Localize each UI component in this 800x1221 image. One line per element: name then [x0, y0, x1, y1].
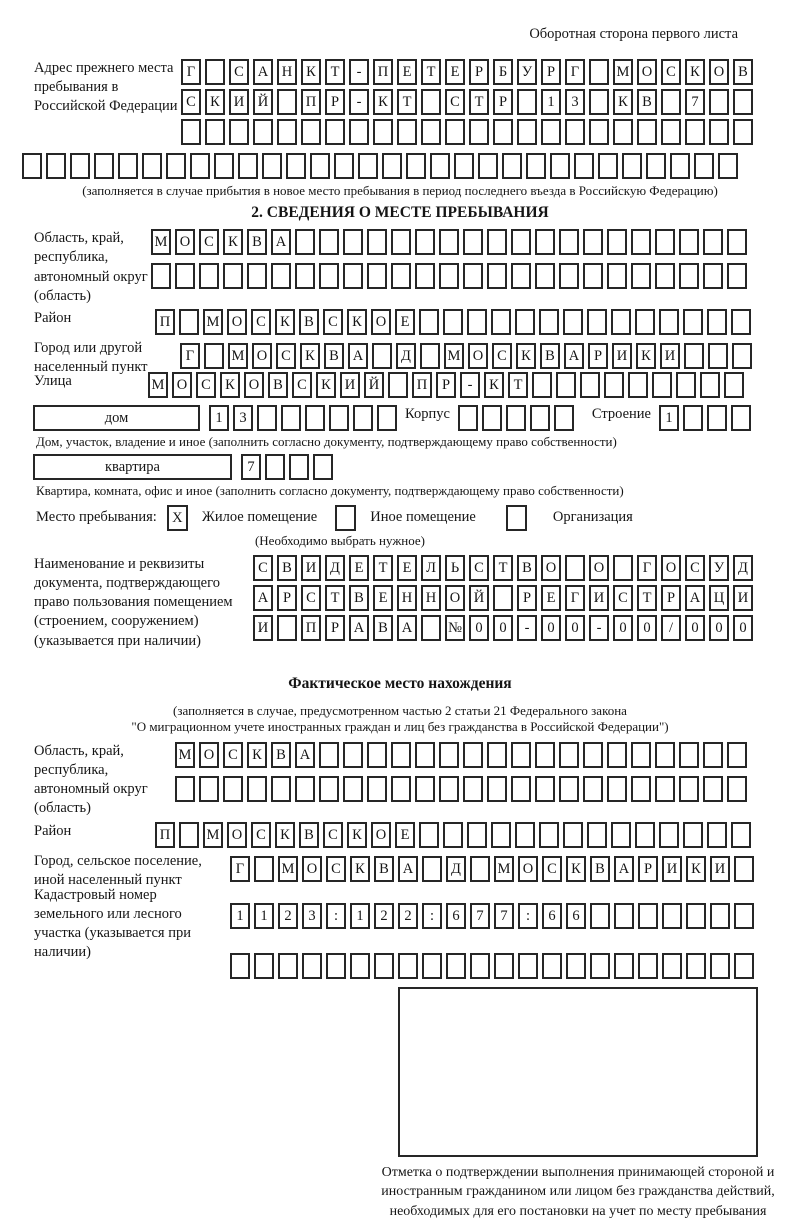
mesto-row — [36, 505, 800, 533]
inoe-checkbox[interactable] — [335, 505, 356, 531]
prev-address-row-2[interactable]: С К И Й П Р - К Т С Т Р 1 3 К В 7 — [181, 89, 800, 115]
fact-note-2: "О миграционном учете иностранных граждан и лиц без гражданства в Российской Федерации") — [0, 719, 800, 735]
doc-block — [0, 555, 800, 667]
prev-address-label: Адрес прежнего места пребывания в Российской Федерации — [34, 59, 184, 116]
ulitsa-row[interactable]: М О С К О В С К И Й П Р - К Т — [148, 372, 800, 398]
prev-address-block — [0, 59, 800, 153]
stamp-box — [398, 987, 758, 1157]
kvartira-cells[interactable]: 7 — [241, 454, 337, 471]
gorod-label: Город или другой населенный пункт — [34, 339, 178, 377]
korpus-label: Корпус — [405, 406, 450, 423]
doc-row-2[interactable]: А Р С Т В Е Н Н О Й Р Е Г И С Т Р А Ц И — [253, 585, 800, 611]
fact-gorod-row[interactable]: Г М О С К В А Д М О С К В А Р И К И — [230, 852, 800, 882]
ulitsa-block — [0, 372, 800, 402]
oblast-block — [0, 229, 800, 309]
prev-address-row-4[interactable] — [22, 153, 800, 179]
zhiloe-label: Жилое помещение — [202, 509, 317, 526]
kadastr-block — [0, 886, 800, 979]
kvartira-row — [33, 454, 800, 480]
kadastr-label: Кадастровый номер земельного или лесного участка (указывается при наличии) — [34, 886, 222, 963]
doc-row-1[interactable]: С В И Д Е Т Е Л Ь С Т В О О Г О С У Д — [253, 555, 800, 581]
inoe-label: Иное помещение — [370, 509, 476, 526]
back-side-note: Оборотная сторона первого листа — [0, 0, 800, 43]
mesto-note: (Необходимо выбрать нужное) — [0, 533, 680, 549]
stroenie-label: Строение — [592, 406, 651, 423]
fact-note-1: (заполняется в случае, предусмотренном частью 2 статьи 21 Федерального закона — [0, 703, 800, 719]
oblast-label: Область, край, республика, автономный округ (область) — [34, 229, 148, 306]
kadastr-row-2[interactable] — [230, 953, 800, 979]
fact-title: Фактическое место нахождения — [0, 675, 800, 693]
org-label: Организация — [553, 509, 633, 526]
fact-gorod-block — [0, 852, 800, 886]
ulitsa-label: Улица — [34, 372, 72, 391]
fact-rayon-label: Район — [34, 822, 71, 841]
fact-gorod-label: Город, сельское поселение, иной населенный пункт — [34, 852, 224, 890]
oblast-row-2[interactable] — [151, 263, 800, 289]
stamp-note: Отметка о подтверждении выполнения принимающей стороной и иностранным гражданином или лицом без гражданства действий, необходимых для его постановки на учет по месту пребывания — [378, 1163, 778, 1221]
section2-title: 2. СВЕДЕНИЯ О МЕСТЕ ПРЕБЫВАНИЯ — [0, 204, 800, 222]
rayon-label: Район — [34, 309, 71, 328]
fact-oblast-row-2[interactable] — [175, 776, 800, 802]
rayon-row[interactable]: П М О С К В С К О Е — [155, 309, 800, 335]
org-checkbox[interactable] — [506, 505, 527, 531]
dom-note: Дом, участок, владение и иное (заполнить согласно документу, подтверждающему право собственности) — [36, 434, 800, 450]
korpus-cells[interactable] — [458, 405, 578, 422]
fact-rayon-block — [0, 822, 800, 852]
kvartira-note: Квартира, комната, офис и иное (заполнить согласно документу, подтверждающему право собственности) — [36, 483, 800, 499]
zhiloe-checkbox[interactable]: X — [167, 505, 188, 531]
gorod-block — [0, 339, 800, 372]
mesto-label: Место пребывания: — [36, 509, 157, 526]
prev-address-row-3[interactable] — [181, 119, 800, 145]
kvartira-box: квартира — [33, 454, 232, 480]
gorod-row[interactable]: Г М О С К В А Д М О С К В А Р И К И — [180, 339, 800, 369]
fact-rayon-row[interactable]: П М О С К В С К О Е — [155, 822, 800, 848]
doc-label: Наименование и реквизиты документа, подтверждающего право пользования помещением (строением, сооружением) (указывается при наличии) — [34, 555, 246, 651]
prev-address-row-1[interactable]: Г С А Н К Т - П Е Т Е Р Б У Р Г М О С К О В — [181, 59, 800, 85]
doc-row-3[interactable]: И П Р А В А № 0 0 - 0 0 - 0 0 / 0 0 0 — [253, 615, 800, 641]
fact-oblast-label: Область, край, республика, автономный округ (область) — [34, 742, 172, 819]
dom-cells[interactable]: 1 3 — [209, 405, 401, 422]
prev-address-note: (заполняется в случае прибытия в новое место пребывания в период последнего въезда в Российскую Федерацию) — [0, 183, 800, 199]
fact-oblast-block — [0, 742, 800, 822]
oblast-row-1[interactable]: М О С К В А — [151, 229, 800, 255]
stroenie-cells[interactable]: 1 — [659, 405, 755, 422]
dom-box: дом — [33, 405, 200, 431]
rayon-block — [0, 309, 800, 339]
kadastr-row-1[interactable]: 1 1 2 3 : 1 2 2 : 6 7 7 : 6 6 — [230, 886, 800, 946]
dom-row — [33, 405, 800, 431]
fact-oblast-row-1[interactable]: М О С К В А — [175, 742, 800, 768]
